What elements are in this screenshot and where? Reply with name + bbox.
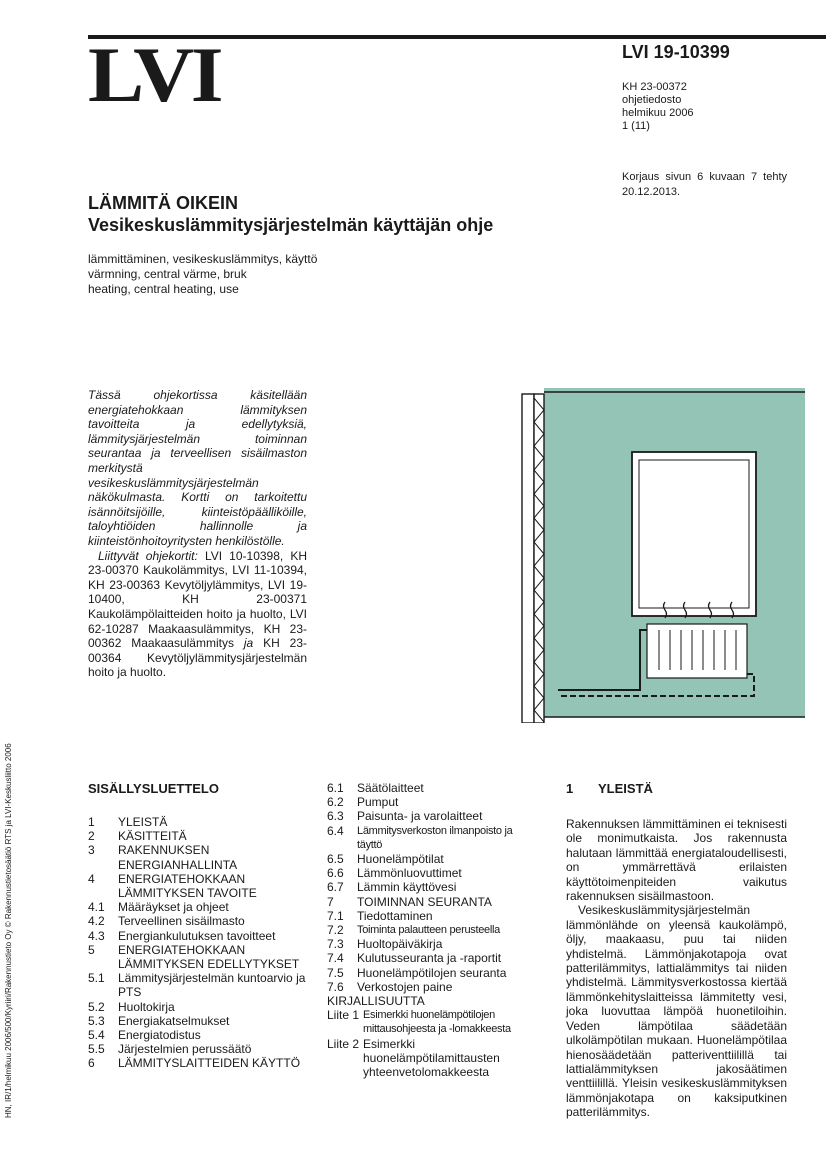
keyword-line: lämmittäminen, vesikeskuslämmitys, käyttö <box>88 252 318 266</box>
radiator <box>647 624 747 678</box>
toc-entry: 7.3 Huoltopäiväkirja <box>327 937 443 952</box>
page-title: LÄMMITÄ OIKEIN <box>88 193 238 213</box>
intro-text <box>88 388 307 680</box>
toc-entry: 6.4 Lämmitysverkoston ilmanpoisto ja täyttö <box>327 823 513 851</box>
toc-entry: 7.1 Tiedottaminen <box>327 908 433 923</box>
toc-entry: 6.7 Lämmin käyttövesi <box>327 880 457 895</box>
toc-entry: 1 YLEISTÄ <box>88 815 168 829</box>
related-list-b: KH 23-00364 Kevytöljylämmitysjärjestelmän hoito ja huolto. <box>88 636 308 680</box>
meta-line: ohjetiedosto <box>622 94 682 106</box>
toc-entry: 7.4 Kulutusseuranta ja -raportit <box>327 951 502 966</box>
toc-entry: 7.2 Toiminta palautteen perusteella <box>327 923 500 938</box>
section-paragraph: Rakennuksen lämmittäminen ei teknisesti ole monimutkaista. Jos rakennusta halutaan lämmittää energiataloudellisesti, on ymmärrettävä erilaisten käyttötoimenpiteiden vaikutus rakennuksen sisäilmastoon. <box>566 817 787 904</box>
toc-entry: 5.4 Energiatodistus <box>88 1028 201 1043</box>
toc-entry: 5.2 Huoltokirja <box>88 999 175 1014</box>
keyword-line: heating, central heating, use <box>88 282 239 296</box>
toc-entry: 6.1 Säätölaitteet <box>327 781 424 795</box>
toc-appendix: Liite 1 Esimerkki huonelämpötilojen mittausohjeesta ja -lomakkeesta <box>327 1008 511 1036</box>
keyword-line: värmning, central värme, bruk <box>88 267 247 281</box>
toc-entry: 5 ENERGIATEHOKKAAN LÄMMITYKSEN EDELLYTYKSET <box>88 942 300 972</box>
toc-entry: 7.6 Verkostojen paine <box>327 979 453 994</box>
toc-entry: 5.5 Järjestelmien perussäätö <box>88 1042 252 1057</box>
window-pane <box>639 460 749 608</box>
toc-entry: 6.2 Pumput <box>327 795 399 810</box>
copyright-side-text: HN, IR/1/helmikuu 2006/500/Kyriiri/Rakennustieto Oy © Rakennustietosäätiö RTS ja LVI-Keskusliitto 2006 <box>4 743 13 1118</box>
related-ja: ja <box>243 636 254 651</box>
toc-entry: 6.3 Paisunta- ja varolaitteet <box>327 809 483 824</box>
meta-line: 1 (11) <box>622 120 650 132</box>
document-meta <box>622 81 694 133</box>
related-label: Liittyvät ohjekortit: <box>98 548 198 563</box>
toc-entry: 6 LÄMMITYSLAITTEIDEN KÄYTTÖ <box>88 1056 301 1071</box>
toc-entry: 6.5 Huonelämpötilat <box>327 852 444 867</box>
outer-wall-layer <box>522 394 534 723</box>
meta-line: KH 23-00372 <box>622 81 687 93</box>
toc-entry: 7.5 Huonelämpötilojen seuranta <box>327 965 507 980</box>
toc-entry: 4.3 Energiankulutuksen tavoitteet <box>88 928 276 943</box>
toc-appendix: Liite 2 Esimerkki huonelämpötilamittausten yhteenvetolomakkeesta <box>327 1036 500 1080</box>
toc-entry: 4 ENERGIATEHOKKAAN LÄMMITYKSEN TAVOITE <box>88 871 257 901</box>
toc-literature: KIRJALLISUUTTA <box>327 994 425 1009</box>
page-subtitle: Vesikeskuslämmitysjärjestelmän käyttäjän ohje <box>88 215 494 235</box>
section-paragraph: Vesikeskuslämmitysjärjestelmän lämmönlähde on yleensä kaukolämpö, öljy, maakaasu, puu tai niiden yhdistelmä. Lämmönjakotapoja ovat patterilämmitys, lattialämmitys tai niiden yhdistelmä. Lämmitysverkostossa kiertää lämmönkehityslaitteissa lämmitetty vesi, joka luovuttaa lämpöä huonetiloihin. Veden lämpötilaa säädetään ulkolämpötilan mukaan. Huonelämpötilaa hienosäädetään patteriventtiilillä tai lattialämmityksen jakosäätimen venttiilillä. Yleisin vesikeskuslämmityksen lämmönjakotapa on kaksiputkinen patterilämmitys. <box>566 903 787 1120</box>
toc-heading: SISÄLLYSLUETTELO <box>88 781 219 796</box>
section-body <box>566 817 787 1120</box>
related-cards <box>88 549 307 680</box>
correction-note: Korjaus sivun 6 kuvaan 7 tehty 20.12.2013. <box>622 171 787 198</box>
toc-entry: 7 TOIMINNAN SEURANTA <box>327 894 492 909</box>
toc-entry: 5.3 Energiakatselmukset <box>88 1013 230 1028</box>
keywords <box>88 252 317 297</box>
room-radiator-illustration <box>520 388 805 723</box>
toc-column-1 <box>88 815 308 1071</box>
toc-column-2 <box>327 781 527 1079</box>
lvi-logo: LVI <box>88 31 221 118</box>
toc-entry: 4.1 Määräykset ja ohjeet <box>88 900 229 915</box>
wall-insulation <box>534 394 544 723</box>
related-list-a: LVI 10-10398, KH 23-00370 Kaukolämmitys, LVI 11-10394, KH 23-00363 Kevytöljylämmitys, LVI 19-10400, KH 23-00371 Kaukolämpölaitteiden hoito ja huolto, LVI 62-10287 Maakaasulämmitys, KH 23-00362 Maakaasulämmitys <box>88 548 307 651</box>
toc-entry: 6.6 Lämmönluovuttimet <box>327 866 462 881</box>
toc-entry: 3 RAKENNUKSEN ENERGIANHALLINTA <box>88 843 238 872</box>
toc-entry: 5.1 Lämmitysjärjestelmän kuntoarvio ja PTS <box>88 971 306 1000</box>
document-number: LVI 19-10399 <box>622 42 730 62</box>
intro-summary: Tässä ohjekortissa käsitellään energiatehokkaan lämmityksen tavoitteita ja edellytyksiä, lämmitysjärjestelmän toiminnan seurantaa ja terveellisen sisäilmaston merkitystä vesikeskuslämmitysjärjestelmän näkökulmasta. Kortti on tarkoitettu isännöitsijöille, kiinteistöpäälliköille, taloyhtiöiden hallinnolle ja kiinteistönhoitoyritysten henkilöstölle. <box>88 388 307 548</box>
toc-entry: 4.2 Terveellinen sisäilmasto <box>88 914 245 929</box>
toc-entry: 2 KÄSITTEITÄ <box>88 829 187 844</box>
section-heading: 1 YLEISTÄ <box>566 781 653 796</box>
meta-line: helmikuu 2006 <box>622 107 694 119</box>
